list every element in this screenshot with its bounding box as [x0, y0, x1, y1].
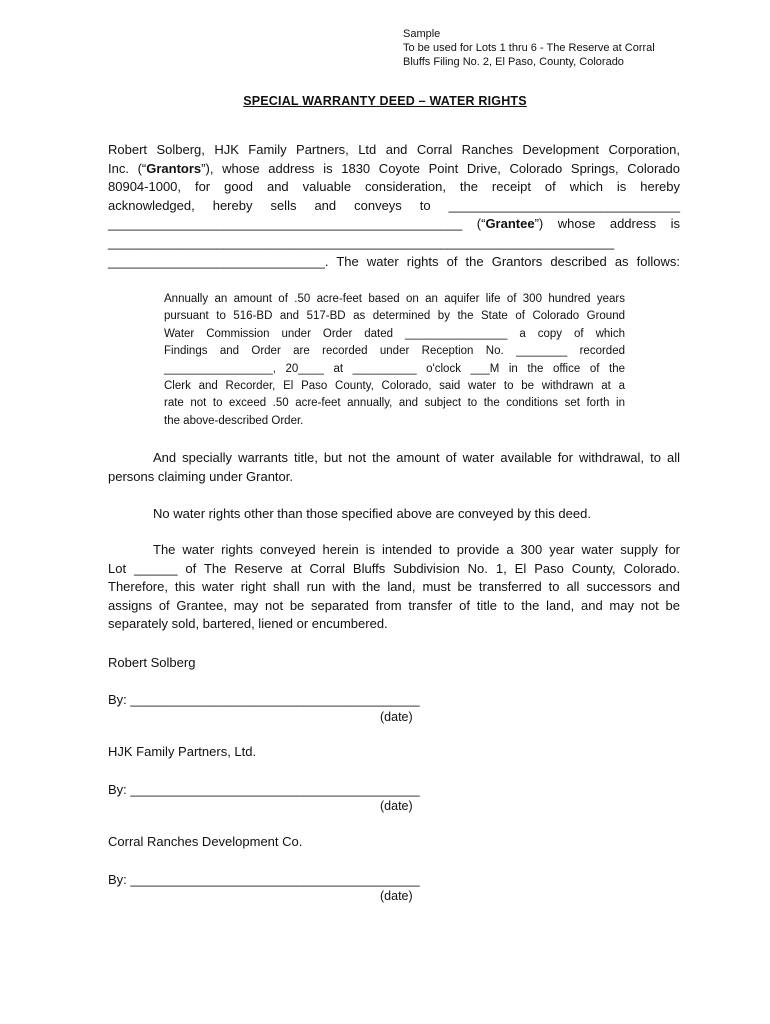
supply-line: The water rights conveyed herein is intended to provide a 300 year water supply for [153, 542, 680, 557]
description-line: rate not to exceed .50 acre-feet annually, and subject to the conditions set forth in [164, 397, 625, 410]
sample-header-note [403, 27, 655, 69]
supply-line: Therefore, this water right shall run with the land, must be transferred to all successors and [108, 579, 680, 595]
signature-line[interactable]: By: ________________________________________ [108, 872, 420, 887]
description-line: Findings and Order are recorded under Reception No. ________ recorded [164, 345, 625, 358]
water-supply-paragraph [108, 541, 680, 634]
description-line: pursuant to 516-BD and 517-BD as determined by the State of Colorado Ground [164, 310, 625, 323]
signatory-name: Robert Solberg [108, 655, 196, 670]
supply-line: separately sold, bartered, liened or encumbered. [108, 616, 388, 632]
signature-line[interactable]: By: ________________________________________ [108, 782, 420, 797]
grantee-term: Grantee [485, 216, 535, 232]
description-line: Water Commission under Order dated ________________ a copy of which [164, 327, 625, 340]
date-label: (date) [380, 889, 413, 903]
description-line: the above-described Order. [164, 414, 304, 427]
signature-line[interactable]: By: ________________________________________ [108, 692, 420, 707]
signatory-name: Corral Ranches Development Co. [108, 834, 303, 849]
intro-line: Robert Solberg, HJK Family Partners, Ltd and Corral Ranches Development Corporation, [108, 142, 680, 157]
intro-line: acknowledged, hereby sells and conveys to ________________________________ [108, 197, 680, 213]
intro-line: ______________________________. The water rights of the Grantors described as follows: [108, 253, 680, 269]
warrants-line: persons claiming under Grantor. [108, 468, 293, 484]
document-title: SPECIAL WARRANTY DEED – WATER RIGHTS [243, 94, 527, 108]
date-label: (date) [380, 799, 413, 813]
supply-line: Lot ______ of The Reserve at Corral Bluffs Subdivision No. 1, El Paso County, Colorado. [108, 560, 680, 576]
no-other-rights-line: No water rights other than those specified above are conveyed by this deed. [153, 506, 591, 521]
date-label: (date) [380, 710, 413, 724]
no-other-rights-paragraph [108, 505, 680, 524]
signatory-name: HJK Family Partners, Ltd. [108, 744, 257, 759]
header-note-line: To be used for Lots 1 thru 6 - The Reserve at Corral [403, 42, 655, 54]
intro-line: ______________________________________________________________________ [108, 234, 615, 250]
header-note-line: Sample [403, 28, 441, 40]
supply-line: assigns of Grantee, may not be separated from transfer of title to the land, and may not be [108, 597, 680, 613]
description-line: Annually an amount of .50 acre-feet based on an aquifer life of 300 hundred years [164, 293, 625, 305]
water-rights-description [164, 291, 625, 430]
description-line: Clerk and Recorder, El Paso County, Colorado, said water to be withdrawn at a [164, 380, 625, 393]
intro-paragraph [108, 141, 680, 271]
description-line: _________________, 20____ at __________ o'clock ___M in the office of the [164, 362, 625, 375]
grantors-term: Grantors [146, 160, 202, 176]
intro-line: 80904-1000, for good and valuable consideration, the receipt of which is hereby [108, 179, 680, 195]
warrants-paragraph [108, 449, 680, 486]
intro-line: Inc. (“Grantors”), whose address is 1830 Coyote Point Drive, Colorado Springs, Colorado [108, 160, 680, 176]
header-note-line: Bluffs Filing No. 2, El Paso, County, Colorado [403, 56, 624, 68]
intro-line: _________________________________________________ (“Grantee”) whose address is [108, 216, 680, 232]
warrants-line: And specially warrants title, but not the amount of water available for withdrawal, to all [153, 450, 680, 465]
